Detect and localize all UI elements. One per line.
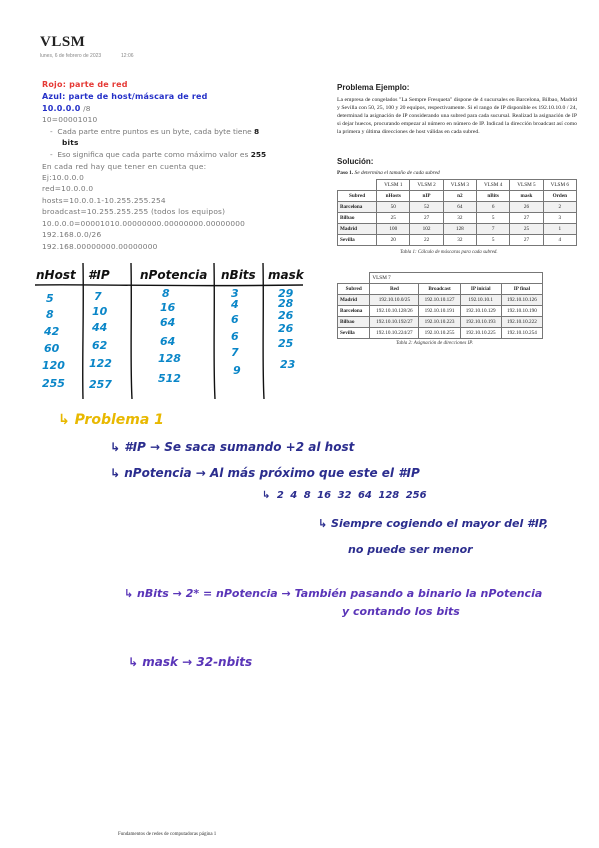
table-row	[338, 213, 577, 224]
table-cell: Madrid	[338, 224, 377, 235]
table2-corner	[338, 273, 370, 284]
table-cell: Sevilla	[338, 328, 370, 339]
step1-bold: Paso 1.	[337, 170, 354, 176]
table-cell: 3	[543, 213, 576, 224]
page-footer: Fundamentos de redes de computadoras página 1	[118, 832, 217, 837]
hw-bits-rule: ↳ nBits → 2* = nPotencia → También pasando a binario la nPotencia	[124, 587, 543, 600]
table-cell: 128	[443, 224, 476, 235]
step1-italic: Se determina el tamaño de cada subred	[353, 170, 440, 176]
table-cell: Barcelona	[338, 306, 370, 317]
note-ex: Ej:10.0.0.0	[42, 173, 84, 182]
table-cell: 50	[377, 202, 410, 213]
table1-col-header: nHosts	[377, 191, 410, 202]
table-row	[338, 235, 577, 246]
table-cell: 192.10.10.223	[419, 317, 460, 328]
hw-problema-heading: ↳ Problema 1	[58, 412, 164, 428]
table1-col-header: Subred	[338, 191, 377, 202]
table1-col-header: nIP	[410, 191, 443, 202]
table-cell: 192.10.10.192/27	[370, 317, 419, 328]
hw-cell: 29	[278, 287, 294, 300]
hw-cell: 28	[278, 297, 294, 310]
table-cell: 27	[510, 235, 543, 246]
note-bin2: 192.168.00000000.00000000	[42, 242, 158, 251]
table1-corner	[338, 180, 377, 191]
table-cell: 5	[477, 235, 510, 246]
bullet-max	[50, 150, 266, 159]
hw-cell: 26	[278, 309, 294, 322]
note-keep: En cada red hay que tener en cuenta que:	[42, 162, 207, 171]
table-cell: 20	[377, 235, 410, 246]
table-cell: Barcelona	[338, 202, 377, 213]
table-cell: Madrid	[338, 295, 370, 306]
table-cell: Sevilla	[338, 235, 377, 246]
note-mask: 192.168.0.0/26	[42, 230, 102, 239]
hw-always-1: ↳ Siempre cogiendo el mayor del #IP,	[318, 517, 549, 530]
table-row	[338, 224, 577, 235]
table1-caption: Tabla 1: Cálculo de máscaras para cada subred.	[400, 250, 498, 255]
table-cell: 192.10.10.225	[460, 328, 501, 339]
step1-heading	[337, 170, 440, 176]
table-cell: Bilbao	[338, 213, 377, 224]
table1-group-header: VLSM 5	[510, 180, 543, 191]
table-cell: 64	[443, 202, 476, 213]
ip-prefix	[42, 104, 91, 113]
bullet-dot: -	[50, 127, 58, 136]
hw-cell: 10	[92, 305, 108, 318]
bullet-byte	[50, 127, 259, 136]
table-cell: 102	[410, 224, 443, 235]
note-bin1: 10.0.0.0=00001010.00000000.00000000.00000000	[42, 219, 246, 228]
hw-cell: 3	[231, 287, 239, 300]
table-cell: 27	[510, 213, 543, 224]
table-cell: 1	[543, 224, 576, 235]
table-cell: 192.10.10.191	[419, 306, 460, 317]
table1-header-row	[338, 191, 577, 202]
ip-assignment-table	[337, 272, 543, 339]
table-row	[338, 306, 543, 317]
table1-col-header: n2	[443, 191, 476, 202]
table-cell: 192.10.10.222	[501, 317, 542, 328]
hw-cell: 255	[42, 377, 65, 390]
table-cell: 192.10.10.129	[460, 306, 501, 317]
table2-header-row	[338, 284, 543, 295]
hw-ip-rule: ↳ #IP → Se saca sumando +2 al host	[110, 440, 355, 454]
table1-group-header: VLSM 2	[410, 180, 443, 191]
table-cell: 192.10.10.128/26	[370, 306, 419, 317]
table-cell: 25	[510, 224, 543, 235]
table1-group-header: VLSM 6	[543, 180, 576, 191]
table-cell: 7	[477, 224, 510, 235]
table-cell: 2	[543, 202, 576, 213]
binary-ten: 10=00001010	[42, 115, 98, 124]
table-cell: 192.10.10.126	[501, 295, 542, 306]
page-date: lunes, 6 de febrero de 2023	[40, 53, 102, 59]
problem-title: Problema Ejemplo:	[337, 83, 410, 92]
solution-title: Solución:	[337, 157, 374, 166]
hw-header-mask: mask	[268, 268, 304, 282]
table-cell: 27	[410, 213, 443, 224]
table1-col-header: nBits	[477, 191, 510, 202]
table-row	[338, 317, 543, 328]
note-hosts: hosts=10.0.0.1-10.255.255.254	[42, 196, 166, 205]
ip-prefix-bold: 10.0.0.0	[42, 104, 81, 113]
table-cell: 192.10.10.254	[501, 328, 542, 339]
bullet-dot-2: -	[50, 150, 58, 159]
hw-cell: 122	[89, 357, 112, 370]
hw-header-nbits: nBits	[221, 268, 256, 282]
hw-cell: 120	[42, 359, 65, 372]
bullet2-text: Eso significa que cada parte como máximo valor es	[57, 150, 251, 159]
table-cell: 192.10.10.127	[419, 295, 460, 306]
page-time: 12:06	[121, 53, 134, 59]
table2-col-header: IP inicial	[460, 284, 501, 295]
hw-header-nhost: nHost	[36, 268, 76, 282]
table-cell: 100	[377, 224, 410, 235]
table-cell: 4	[543, 235, 576, 246]
table-cell: 6	[477, 202, 510, 213]
table2-group-header: VLSM 7	[370, 273, 543, 284]
hw-cell: 44	[92, 321, 108, 334]
table1-col-header: mask	[510, 191, 543, 202]
table2-col-header: Broadcast	[419, 284, 460, 295]
ip-prefix-rest: /8	[80, 104, 91, 113]
legend-red: Rojo: parte de red	[42, 80, 128, 89]
table-cell: 52	[410, 202, 443, 213]
table2-col-header: Subred	[338, 284, 370, 295]
table-cell: 32	[443, 213, 476, 224]
table-cell: 192.10.10.193	[460, 317, 501, 328]
hw-potencia-rule: ↳ nPotencia → Al más próximo que este el #IP	[110, 466, 420, 480]
hw-cell: 4	[231, 298, 239, 311]
table-cell: 192.10.10.0/25	[370, 295, 419, 306]
table-cell: 22	[410, 235, 443, 246]
hw-cell: 8	[46, 308, 54, 321]
table-cell: 192.10.10.190	[501, 306, 542, 317]
hw-cell: 60	[44, 342, 60, 355]
table-row	[338, 202, 577, 213]
bullet2-bold: 255	[250, 150, 267, 159]
hw-cell: 6	[231, 330, 239, 343]
hw-cell: 8	[162, 287, 170, 300]
subnet-size-table	[337, 179, 577, 246]
table1-group-row	[338, 180, 577, 191]
page-title: VLSM	[40, 34, 86, 50]
hw-cell: 7	[231, 346, 239, 359]
table-cell: 32	[443, 235, 476, 246]
bullet1-text: Cada parte entre puntos es un byte, cada byte tiene	[57, 127, 255, 136]
table-row	[338, 295, 543, 306]
table-cell: 26	[510, 202, 543, 213]
hw-cell: 23	[280, 358, 296, 371]
hw-cell: 7	[94, 290, 102, 303]
bullet1-bold: 8	[254, 127, 260, 136]
note-broadcast: broadcast=10.255.255.255 (todos los equipos)	[42, 207, 226, 216]
hw-cell: 62	[92, 339, 108, 352]
table-cell: 5	[477, 213, 510, 224]
hw-header-ip: #IP	[88, 268, 110, 282]
hw-powers: ↳ 2 4 8 16 32 64 128 256	[262, 490, 427, 501]
hw-bits-rule-2: y contando los bits	[342, 605, 460, 618]
legend-blue: Azul: parte de host/máscara de red	[42, 92, 208, 101]
hw-cell: 64	[160, 335, 176, 348]
hw-cell: 257	[89, 378, 112, 391]
hw-cell: 9	[233, 364, 241, 377]
hw-cell: 26	[278, 322, 294, 335]
hw-cell: 6	[231, 313, 239, 326]
table2-caption: Tabla 2: Asignación de direcciones IP.	[396, 341, 473, 346]
hw-cell: 64	[160, 316, 176, 329]
hw-mask-rule: ↳ mask → 32-nbits	[128, 655, 253, 669]
table2-col-header: Red	[370, 284, 419, 295]
table-cell: Bilbao	[338, 317, 370, 328]
table-cell: 192.10.10.1	[460, 295, 501, 306]
table1-group-header: VLSM 3	[443, 180, 476, 191]
hw-always-2: no puede ser menor	[348, 543, 473, 556]
problem-text: La empresa de congelados "La Sempre Fresqueta" dispone de 4 sucursales en Barcelona, Bilbao, Madrid y Sevilla con 50, 25, 100 y 20 equipos, respectivamente. Si el rango de IP disponible es 192.10.10.0 / 24, determinad la asignación de IP considerando una subred para cada sucursal. Realizad la asignación de IP si dejar huecos, procurando empezar al número en número de IP. Indicad la dirección broadcast así como la primera y última direcciones de host válidas en cada subred.	[337, 97, 577, 135]
hw-header-npotencia: nPotencia	[140, 268, 208, 282]
bullet1-cont: bits	[62, 138, 79, 147]
table-cell: 192.10.10.224/27	[370, 328, 419, 339]
hw-cell: 5	[46, 292, 54, 305]
hw-cell: 25	[278, 337, 294, 350]
table2-group-row	[338, 273, 543, 284]
note-red: red=10.0.0.0	[42, 184, 94, 193]
table1-group-header: VLSM 4	[477, 180, 510, 191]
table-cell: 192.10.10.255	[419, 328, 460, 339]
hw-cell: 16	[160, 301, 176, 314]
hw-cell: 128	[158, 352, 181, 365]
table1-col-header: Orden	[543, 191, 576, 202]
table-cell: 25	[377, 213, 410, 224]
hw-cell: 512	[158, 372, 181, 385]
hw-cell: 42	[44, 325, 60, 338]
table1-group-header: VLSM 1	[377, 180, 410, 191]
table-row	[338, 328, 543, 339]
table2-col-header: IP final	[501, 284, 542, 295]
